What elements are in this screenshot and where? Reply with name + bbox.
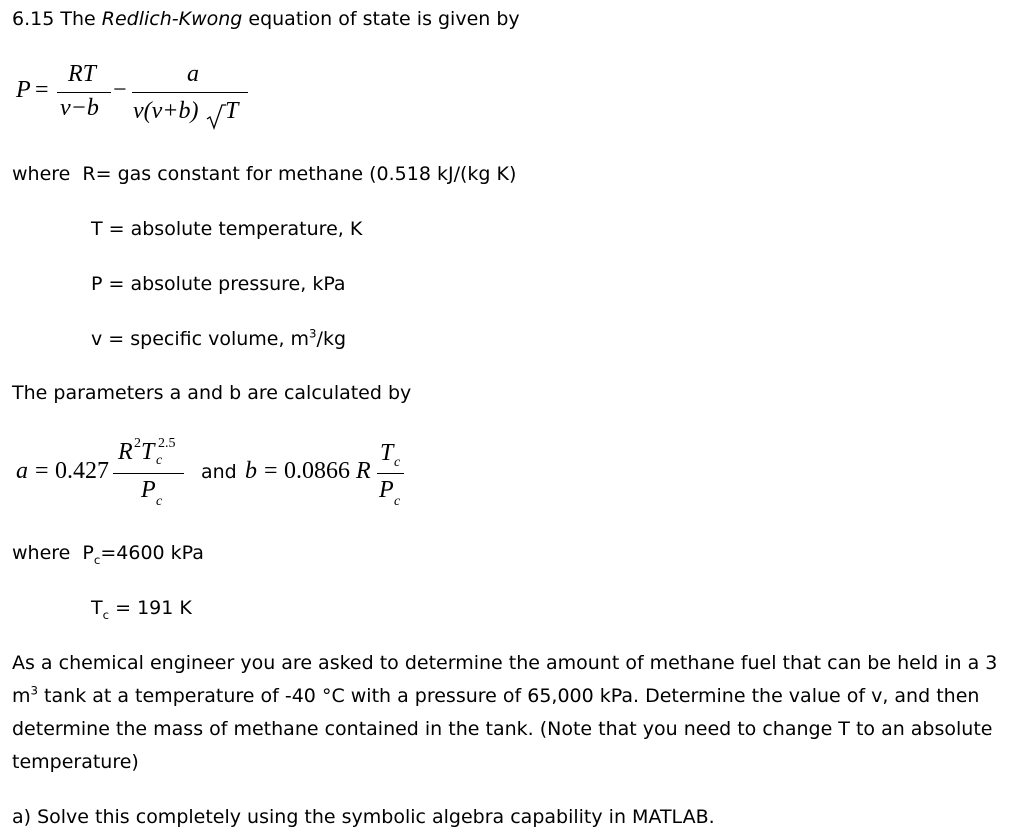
critical-pressure: where $P_c=4600$ kPa: [12, 542, 204, 567]
definition-P: P = absolute pressure, kPa: [91, 273, 346, 295]
square-root-icon: [206, 104, 226, 130]
problem-heading: 6.15 The Redlich-Kwong equation of state is given by: [12, 8, 520, 30]
root-argument: T: [225, 98, 239, 124]
fraction1-bar: [57, 92, 111, 93]
a-coefficient: 0.427: [55, 458, 109, 484]
parameters-intro: The parameters a and b are calculated by: [12, 382, 412, 404]
definition-T: T = absolute temperature, K: [91, 218, 363, 240]
definition-v: v = specific volume, $m^3/kg$: [91, 326, 347, 350]
critical-temperature: $T_c = 191$ K: [91, 597, 192, 622]
b-fraction-bar: [377, 473, 404, 474]
fraction2-bar: [132, 92, 248, 93]
and-text: and: [201, 461, 237, 483]
fraction1-denominator: v−b: [60, 95, 99, 121]
problem-number: 6.15: [12, 8, 55, 30]
definition-R: where R= gas constant for methane (0.518 kJ/(kg K): [12, 163, 517, 185]
part-a: a) Solve this completely using the symbolic algebra capability in MATLAB.: [12, 806, 715, 828]
fraction2-denominator: v(v+b): [133, 98, 199, 124]
equation-name: Redlich-Kwong: [101, 8, 243, 30]
b-coefficient: 0.0866: [284, 458, 350, 484]
a-fraction-bar: [113, 473, 184, 474]
fraction1-numerator: RT: [68, 61, 97, 87]
problem-statement: As a chemical engineer you are asked to determine the amount of methane fuel that can be held in a 3 $m^3$ tank at a temperature of -40 °C with a pressure of 65,000 kPa. Determine the value of v, and then determine the mass of methane contained in the tank. (Note that you need to change T to an absolute temperature): [12, 652, 998, 773]
fraction2-numerator: a: [187, 61, 199, 87]
